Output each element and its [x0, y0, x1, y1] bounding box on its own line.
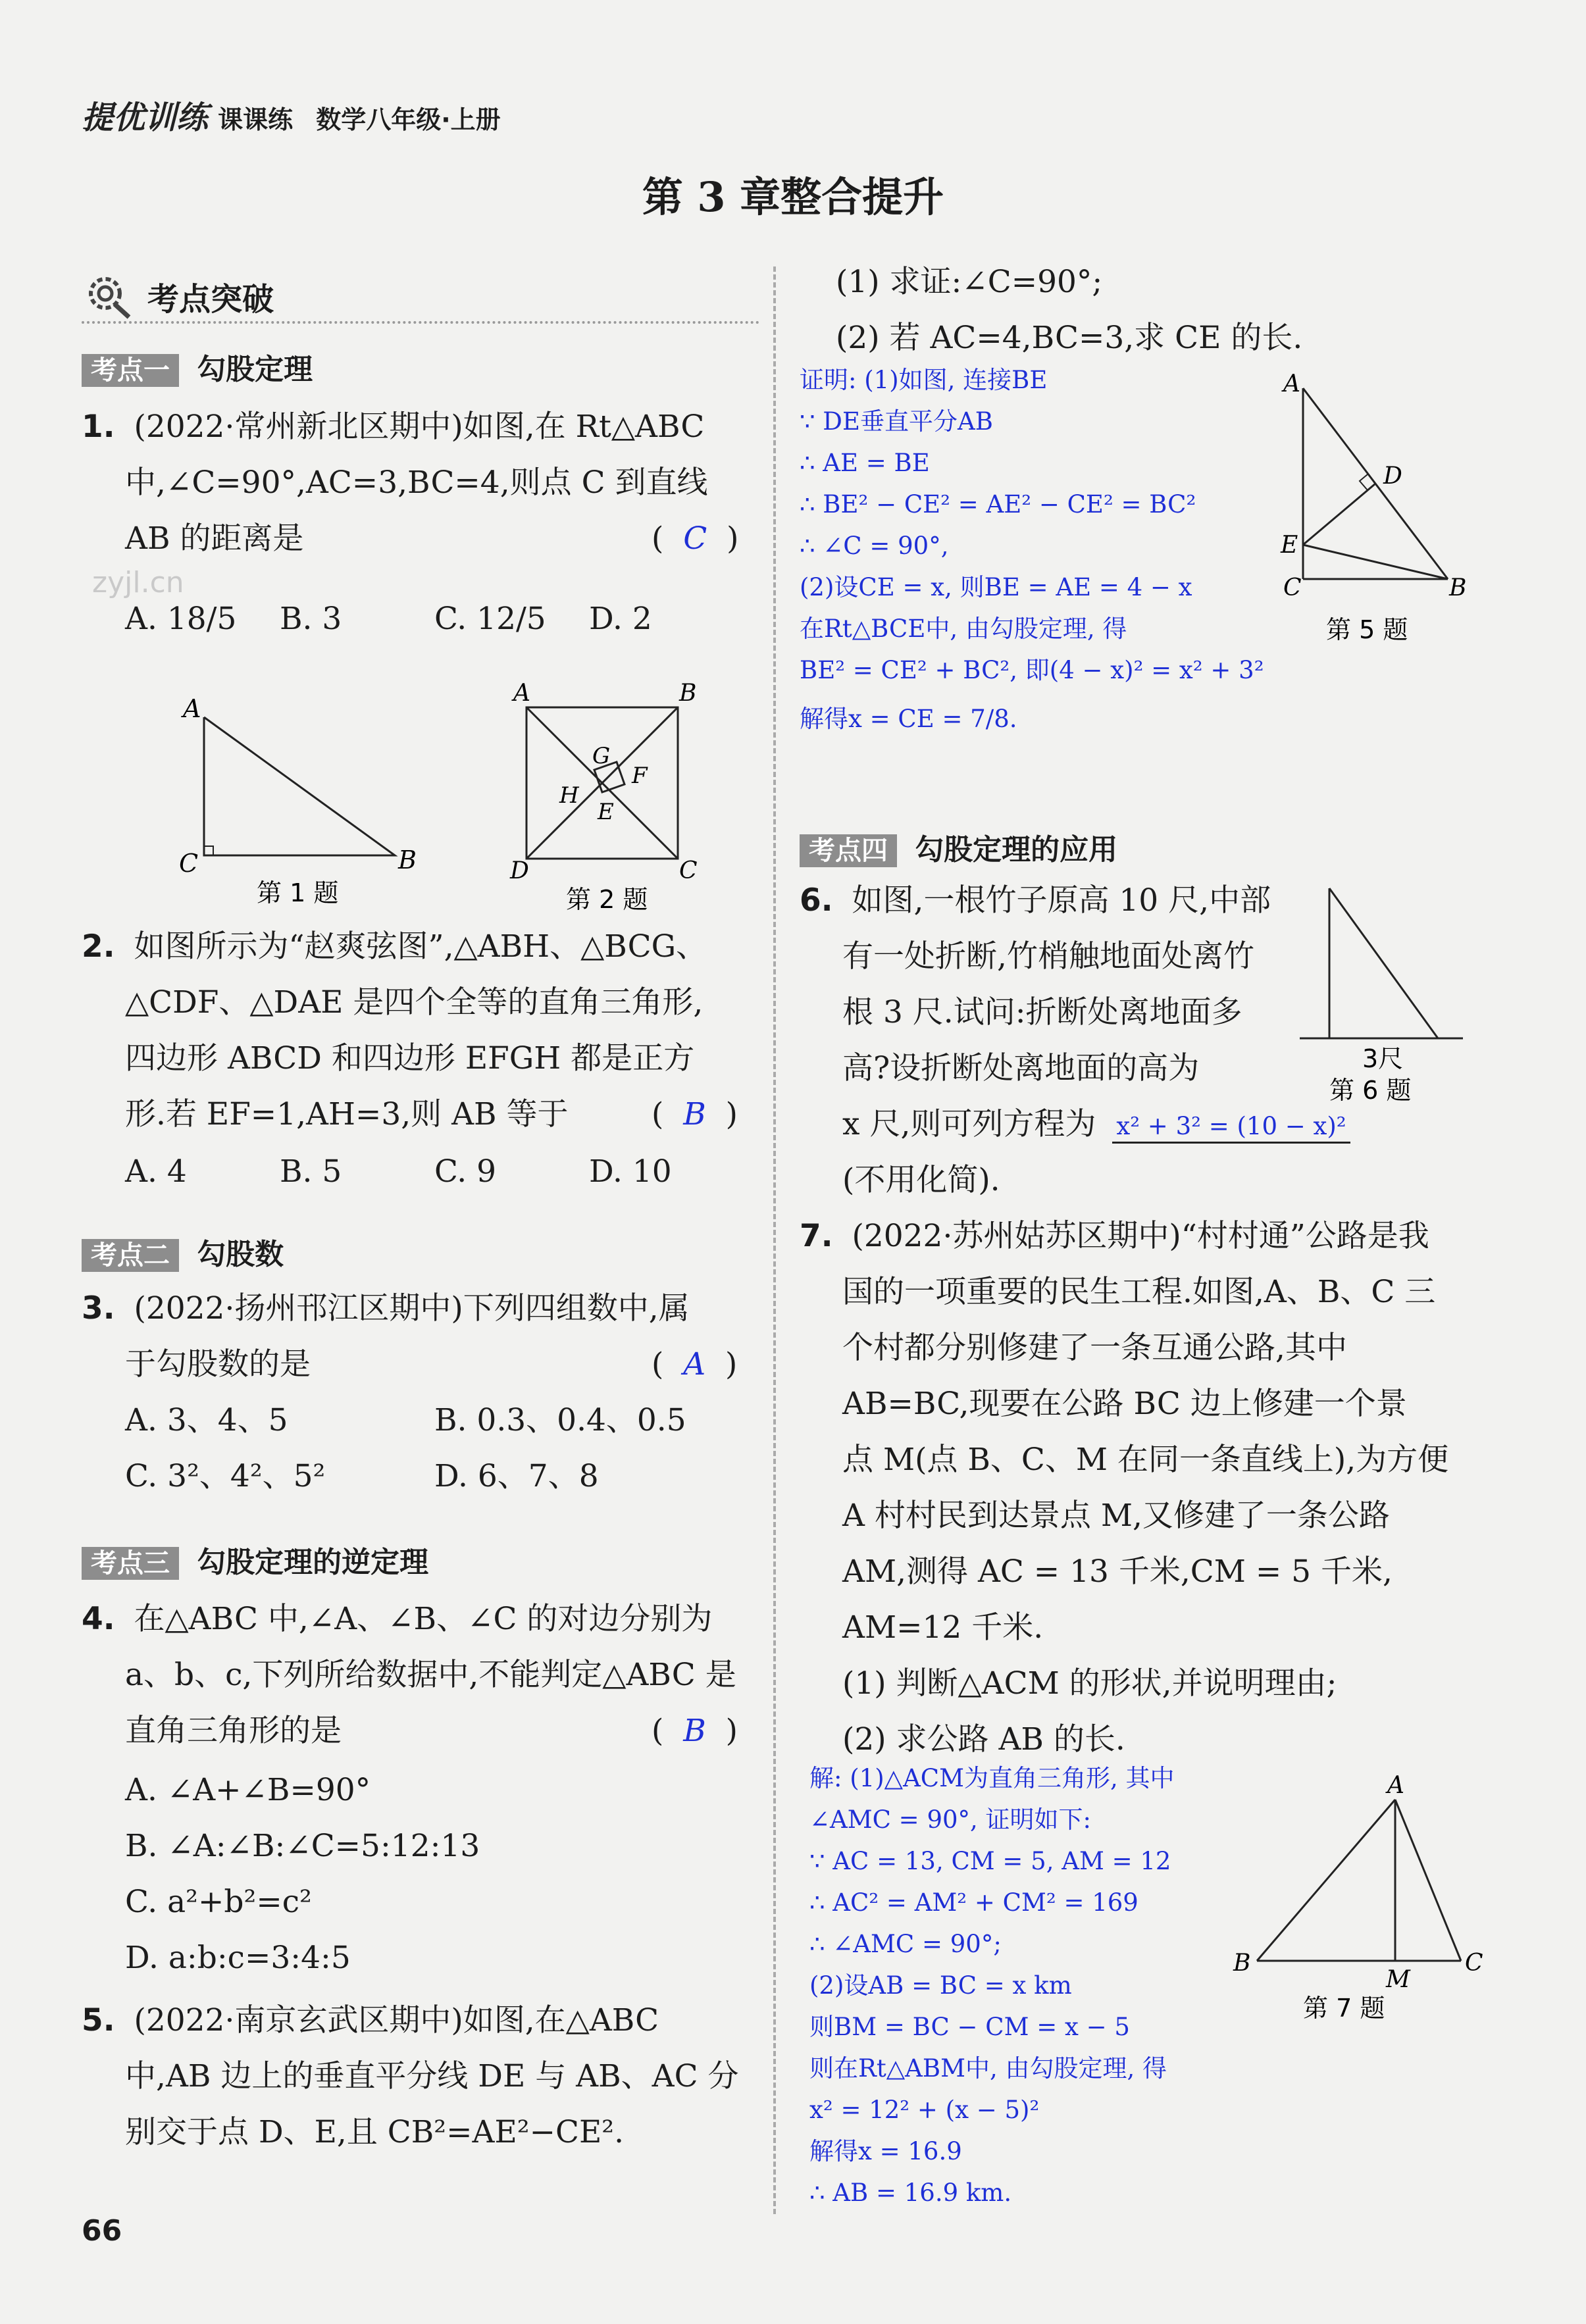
question-number: 5.	[82, 2002, 115, 2038]
option: D. a:b:c=3:4:5	[125, 1940, 351, 1976]
option: C. 12/5	[434, 601, 546, 637]
question-number: 6.	[800, 882, 833, 919]
question-line-text: x 尺,则可列方程为	[842, 1106, 1096, 1142]
answer-bracket: ( B )	[652, 1096, 738, 1132]
solution-line: ∴ ∠AMC = 90°;	[809, 1930, 1002, 1958]
question-line: 形.若 EF=1,AH=3,则 AB 等于	[125, 1096, 569, 1132]
question-line: 高?设折断处离地面的高为	[842, 1050, 1200, 1086]
option: B. 0.3、0.4、0.5	[434, 1402, 686, 1438]
dimension-label: 3尺	[1362, 1044, 1404, 1073]
question-line: 中,AB 边上的垂直平分线 DE 与 AB、AC 分	[125, 2058, 739, 2094]
vertex-label: D	[1383, 463, 1402, 490]
question-line: 有一处折断,竹梢触地面处离竹	[842, 938, 1254, 974]
question-number: 1.	[82, 409, 115, 445]
solution-line: ∴ ∠C = 90°,	[800, 532, 949, 560]
question-line: (不用化简).	[842, 1162, 1000, 1198]
column-divider	[773, 266, 776, 2214]
solution-line: BE² = CE² + BC², 即(4 − x)² = x² + 3²	[800, 656, 1264, 684]
question-3	[82, 1288, 690, 1328]
chapter-title: 第 3 章整合提升	[642, 173, 944, 221]
question-line: (2022·常州新北区期中)如图,在 Rt△ABC	[134, 409, 705, 445]
question-6	[800, 880, 1271, 921]
answer-bracket: ( B )	[652, 1713, 738, 1749]
solution-line: 则BM = BC − CM = x − 5	[809, 2013, 1130, 2041]
question-part: (2) 求公路 AB 的长.	[842, 1721, 1125, 1757]
question-line: AB 的距离是	[125, 520, 304, 557]
solution-line: 解: (1)△ACM为直角三角形, 其中	[809, 1764, 1175, 1792]
question-line: 别交于点 D、E,且 CB²=AE²−CE².	[125, 2114, 625, 2150]
question-line: △CDF、△DAE 是四个全等的直角三角形,	[125, 984, 703, 1021]
vertex-label: M	[1386, 1966, 1410, 1993]
figure-caption: 第 2 题	[566, 885, 648, 914]
question-2	[82, 926, 707, 967]
header-book: 数学八年级·上册	[316, 105, 501, 134]
gear-icon	[82, 268, 134, 321]
option: A. ∠A+∠B=90°	[125, 1772, 371, 1808]
question-number: 3.	[82, 1290, 115, 1326]
question-line: (2022·扬州邗江区期中)下列四组数中,属	[134, 1290, 690, 1326]
question-line: 于勾股数的是	[125, 1346, 311, 1382]
solution-line: ∴ AC² = AM² + CM² = 169	[809, 1888, 1138, 1917]
question-part: (1) 判断△ACM 的形状,并说明理由;	[842, 1665, 1337, 1702]
question-line: 根 3 尺.试问:折断处离地面多	[842, 994, 1242, 1030]
question-line: a、b、c,下列所给数据中,不能判定△ABC 是	[125, 1657, 736, 1693]
vertex-label: A	[513, 680, 530, 707]
question-line: 国的一项重要的民生工程.如图,A、B、C 三	[842, 1274, 1436, 1310]
section-title: 考点突破	[147, 281, 274, 318]
header-logo: 提优训练	[82, 99, 209, 136]
option: B. 5	[280, 1153, 342, 1190]
solution-line: ∴ AE = BE	[800, 449, 930, 477]
question-part: (2) 若 AC=4,BC=3,求 CE 的长.	[836, 320, 1303, 356]
question-number: 2.	[82, 928, 115, 965]
page-number: 66	[82, 2214, 122, 2248]
option: D. 10	[589, 1153, 672, 1190]
solution-line: ∴ BE² − CE² = AE² − CE² = BC²	[800, 490, 1196, 518]
solution-line: 解得x = CE = 7/8.	[800, 705, 1017, 733]
figure-caption: 第 6 题	[1329, 1076, 1412, 1105]
question-line: 中,∠C=90°,AC=3,BC=4,则点 C 到直线	[125, 465, 708, 501]
answer-choice: C	[683, 520, 707, 557]
question-line: (2022·苏州姑苏区期中)“村村通”公路是我	[852, 1218, 1429, 1254]
question-1	[82, 407, 704, 447]
question-line	[842, 1104, 1350, 1144]
kaodian-3	[82, 1538, 428, 1580]
question-line: AM,测得 AC = 13 千米,CM = 5 千米,	[842, 1554, 1393, 1590]
kaodian-1	[82, 345, 313, 388]
solution-line: ∵ DE垂直平分AB	[800, 407, 993, 436]
vertex-label: C	[1465, 1950, 1483, 1977]
option: A. 3、4、5	[125, 1402, 288, 1438]
option: A. 18/5	[125, 601, 237, 637]
question-part: (1) 求证:∠C=90°;	[836, 264, 1103, 300]
question-7	[800, 1216, 1429, 1256]
kaodian-2	[82, 1230, 284, 1273]
option: B. ∠A:∠B:∠C=5:12:13	[125, 1828, 480, 1864]
vertex-label: C	[1283, 574, 1302, 601]
solution-line: (2)设CE = x, 则BE = AE = 4 − x	[800, 573, 1192, 601]
vertex-label: F	[632, 763, 648, 789]
vertex-label: H	[559, 782, 579, 809]
solution-line: ∵ AC = 13, CM = 5, AM = 12	[809, 1847, 1171, 1875]
kaodian-title: 勾股定理的应用	[915, 833, 1118, 867]
question-line: 在△ABC 中,∠A、∠B、∠C 的对边分别为	[134, 1601, 713, 1637]
figure-2	[500, 671, 724, 921]
kaodian-title: 勾股定理	[197, 353, 313, 386]
vertex-label: B	[398, 846, 417, 874]
figure-caption: 第 1 题	[257, 878, 339, 907]
question-line: 四边形 ABCD 和四边形 EFGH 都是正方	[125, 1040, 695, 1076]
kaodian-title: 勾股数	[197, 1238, 284, 1271]
option: D. 6、7、8	[434, 1458, 599, 1494]
vertex-label: C	[179, 849, 199, 878]
vertex-label: C	[679, 857, 698, 884]
kaodian-badge: 考点二	[82, 1239, 179, 1272]
figure-7	[1224, 1770, 1494, 2033]
vertex-label: D	[510, 857, 529, 884]
vertex-label: A	[183, 694, 201, 723]
header	[82, 92, 501, 138]
vertex-label: A	[1387, 1772, 1404, 1799]
question-4	[82, 1599, 712, 1639]
figure-caption: 第 7 题	[1303, 1994, 1385, 2023]
option: B. 3	[280, 601, 342, 637]
question-number: 7.	[800, 1218, 833, 1254]
solution-line: 在Rt△BCE中, 由勾股定理, 得	[800, 615, 1127, 643]
kaodian-badge: 考点三	[82, 1547, 179, 1580]
solution-line: ∴ AB = 16.9 km.	[809, 2179, 1012, 2207]
fill-blank-answer: x² + 3² = (10 − x)²	[1112, 1111, 1350, 1144]
vertex-label: E	[1281, 532, 1298, 559]
kaodian-4	[800, 826, 1117, 868]
solution-line: x² = 12² + (x − 5)²	[809, 2096, 1040, 2124]
vertex-label: A	[1283, 370, 1300, 397]
question-5	[82, 2000, 659, 2040]
solution-line: ∠AMC = 90°, 证明如下:	[809, 1806, 1092, 1834]
kaodian-badge: 考点一	[82, 354, 179, 387]
vertex-label: E	[598, 799, 614, 825]
option: C. a²+b²=c²	[125, 1884, 312, 1920]
figure-1	[171, 691, 448, 915]
solution-line: 解得x = 16.9	[809, 2137, 962, 2165]
solution-line: 则在Rt△ABM中, 由勾股定理, 得	[809, 2054, 1167, 2083]
figure-6	[1300, 875, 1484, 1119]
section-header	[82, 268, 759, 324]
question-line: 点 M(点 B、C、M 在同一条直线上),为方便	[842, 1442, 1449, 1478]
answer-bracket: ( A )	[652, 1346, 738, 1382]
kaodian-badge: 考点四	[800, 834, 897, 867]
question-number: 4.	[82, 1601, 115, 1637]
option: C. 3²、4²、5²	[125, 1458, 326, 1494]
solution-line: (2)设AB = BC = x km	[809, 1971, 1072, 2000]
vertex-label: G	[592, 743, 611, 769]
vertex-label: B	[1449, 574, 1467, 601]
solution-line: 证明: (1)如图, 连接BE	[800, 366, 1048, 394]
question-line: 如图所示为“赵爽弦图”,△ABH、△BCG、	[134, 928, 707, 965]
watermark: zyjl.cn	[92, 566, 184, 599]
option: D. 2	[589, 601, 652, 637]
figure-caption: 第 5 题	[1326, 615, 1408, 644]
question-line: AB=BC,现要在公路 BC 边上修建一个景	[842, 1386, 1407, 1422]
option: A. 4	[125, 1153, 187, 1190]
answer-choice: B	[683, 1096, 706, 1132]
vertex-label: B	[679, 680, 697, 707]
question-line: 个村都分别修建了一条互通公路,其中	[842, 1330, 1347, 1366]
vertex-label: B	[1233, 1950, 1251, 1977]
question-line: 如图,一根竹子原高 10 尺,中部	[852, 882, 1271, 919]
question-line: AM=12 千米.	[842, 1609, 1044, 1646]
question-line: (2022·南京玄武区期中)如图,在△ABC	[134, 2002, 659, 2038]
answer-bracket: ( C )	[652, 520, 739, 557]
kaodian-title: 勾股定理的逆定理	[197, 1546, 429, 1579]
question-line: 直角三角形的是	[125, 1713, 342, 1749]
figure-5	[1264, 368, 1481, 658]
question-line: A 村村民到达景点 M,又修建了一条公路	[842, 1498, 1390, 1534]
option: C. 9	[434, 1153, 497, 1190]
answer-choice: B	[683, 1713, 706, 1749]
header-series: 课课练	[218, 105, 294, 134]
answer-choice: A	[683, 1346, 706, 1382]
